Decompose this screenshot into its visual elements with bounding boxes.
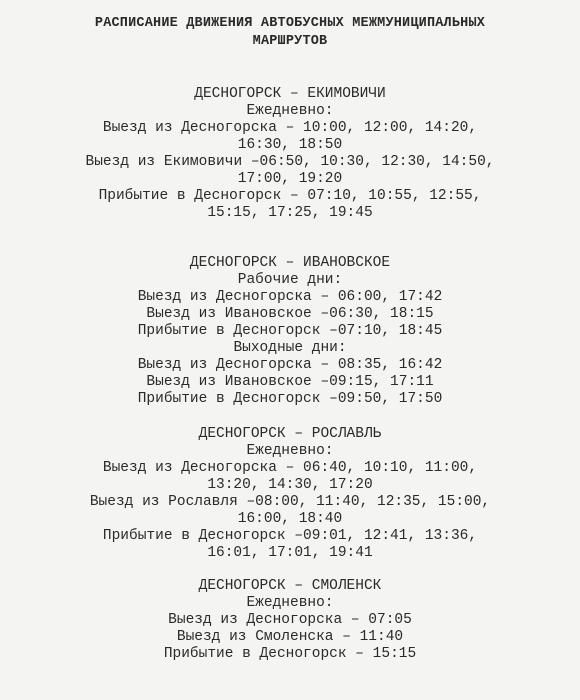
schedule-line: 17:00, 19:20 [237,171,343,187]
route-heading: ДЕСНОГОРСК – СМОЛЕНСК [198,578,382,594]
schedule-line: Выезд из Рославля –08:00, 11:40, 12:35, 15:00, [89,494,491,510]
schedule-line: Выезд из Екимовичи –06:50, 10:30, 12:30, 14:50, [85,154,495,170]
schedule-line: Выезд из Смоленска – 11:40 [176,629,404,645]
schedule-line: 16:00, 18:40 [237,511,343,527]
route-section-roslavl [0,426,580,562]
schedule-line: Выходные дни: [233,340,347,356]
schedule-line: Прибытие в Десногорск –07:10, 18:45 [137,323,443,339]
schedule-line: Выезд из Десногорска – 08:35, 16:42 [137,357,443,373]
schedule-line: 16:01, 17:01, 19:41 [207,545,373,561]
schedule-line: Ежедневно: [246,595,334,611]
schedule-line: Выезд из Десногорска – 10:00, 12:00, 14:20, [102,120,478,136]
schedule-line: Ежедневно: [246,443,334,459]
schedule-line: Выезд из Десногорска – 07:05 [168,612,412,628]
schedule-line: Выезд из Ивановское –06:30, 18:15 [146,306,434,322]
schedule-line: 13:20, 14:30, 17:20 [207,477,373,493]
route-section-smolensk [0,578,580,663]
schedule-line: Выезд из Ивановское –09:15, 17:11 [146,374,434,390]
route-heading: ДЕСНОГОРСК – РОСЛАВЛЬ [198,426,382,442]
schedule-line: Прибытие в Десногорск –09:50, 17:50 [137,391,443,407]
document-title-line-2: МАРШРУТОВ [252,34,328,49]
route-section-ekimovichi [0,86,580,222]
schedule-line: 16:30, 18:50 [237,137,343,153]
route-heading: ДЕСНОГОРСК – ИВАНОВСКОЕ [189,255,391,271]
schedule-line: Прибытие в Десногорск – 15:15 [163,646,417,662]
schedule-line: Выезд из Десногорска – 06:40, 10:10, 11:00, [102,460,478,476]
schedule-line: Прибытие в Десногорск –09:01, 12:41, 13:36, [102,528,478,544]
route-heading: ДЕСНОГОРСК – ЕКИМОВИЧИ [194,86,386,102]
schedule-line: 15:15, 17:25, 19:45 [207,205,373,221]
document-title-line-1: РАСПИСАНИЕ ДВИЖЕНИЯ АВТОБУСНЫХ МЕЖМУНИЦИПАЛЬНЫХ [94,16,486,31]
schedule-line: Рабочие дни: [237,272,343,288]
schedule-line: Прибытие в Десногорск – 07:10, 10:55, 12:55, [98,188,482,204]
schedule-line: Ежедневно: [246,103,334,119]
schedule-line: Выезд из Десногорска – 06:00, 17:42 [137,289,443,305]
document-title [0,15,580,51]
route-section-ivanovskoe [0,255,580,408]
